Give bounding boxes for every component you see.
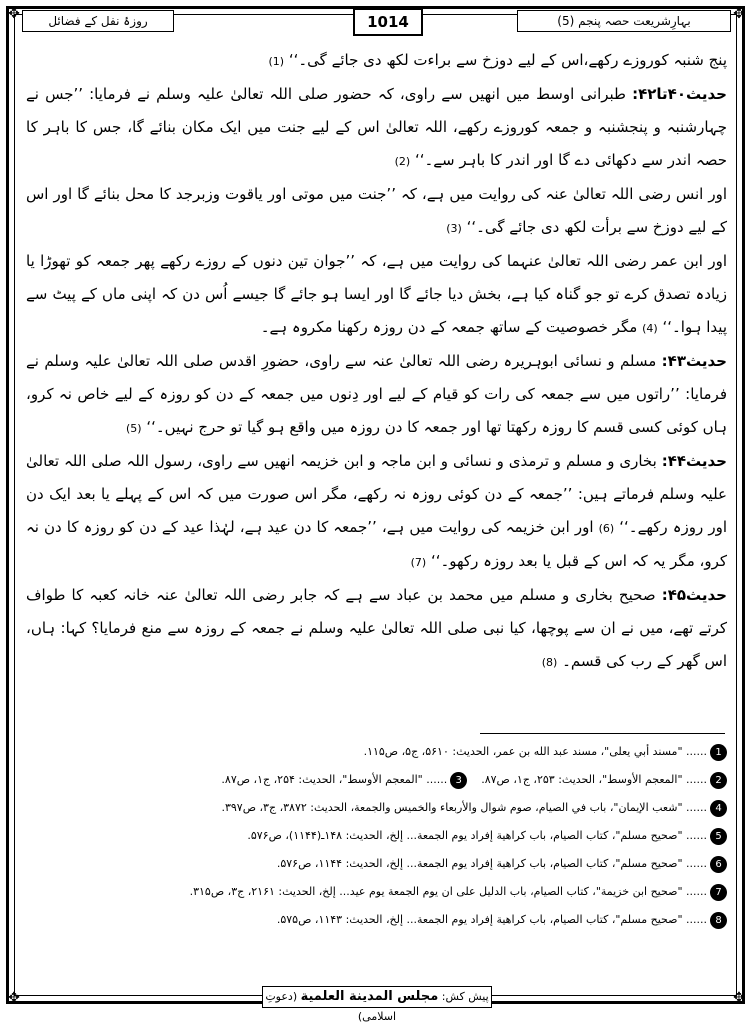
paragraph: پنج شنبہ کوروزے رکھے،اس کے لیے دوزخ سے براءت لکھ دی جائے گی۔‘‘ (1)	[268, 51, 727, 69]
paragraph: اور ابن عمر رضی اللہ تعالیٰ عنہما کی روایت میں ہے، کہ ’’جوان تین دنوں کے روزے رکھے پھر جمعہ کو تھوڑا یا زیادہ تصدق کرے تو جو گناہ کیا ہے، بخش دیا جائے گا اور ایسا ہو جائے گا جیسے اُس دن کہ اپنی ماں کے پیٹ سے پیدا ہوا۔‘‘ (4) مگر خصوصیت کے ساتھ جمعہ کے دن روزہ رکھنا مکروہ ہے۔	[26, 252, 727, 336]
footnote-number: 2	[710, 772, 727, 789]
corner-ornament-icon: ✥	[8, 990, 20, 1006]
footnote-ref[interactable]: (6)	[598, 522, 615, 535]
footnote-number: 5	[710, 828, 727, 845]
paragraph: حدیث۴۰تا۴۲: طبرانی اوسط میں انھیں سے راوی، کہ حضور صلی اللہ تعالیٰ علیہ وسلم نے فرمایا: ’’جس نے چہارشنبہ و پنجشنبہ و جمعہ کوروزے رکھے، اللہ تعالیٰ اس کے لیے جنت میں ایک مکان بنائے گا، جس کا باہر کا حصہ اندر سے دکھائی دے گا اور اندر کا باہر سے۔‘‘ (2)	[26, 85, 727, 169]
footnote-divider	[480, 733, 725, 734]
footnote: 1...... "مسند أبي يعلى"، مسند عبد الله بن عمر، الحديث: ۵۶۱۰، ج۵، ص۱۱۵.	[70, 738, 727, 766]
page-footer	[262, 986, 492, 1023]
footnote-ref[interactable]: (8)	[541, 656, 558, 669]
footnote-number: 4	[710, 800, 727, 817]
footnotes	[70, 738, 727, 934]
footnote: 2...... "المعجم الأوسط"، الحديث: ۲۵۳، ج۱، ص۸۷. 3...... "المعجم الأوسط"، الحديث: ۲۵۴، ج۱، ص۸۷.	[70, 766, 727, 794]
hadith-heading: حدیث۴۰تا۴۲:	[632, 85, 727, 103]
footnote: 5...... "صحيح مسلم"، كتاب الصيام، باب كراهية إفراد يوم الجمعة... إلخ، الحديث: ۱۴۸ـ(۱۱۴۴)، ص۵۷۶.	[70, 822, 727, 850]
main-text	[26, 44, 727, 679]
page-number: 1014	[353, 8, 423, 36]
organization-suffix: (دعوتِ اسلامی)	[265, 990, 397, 1023]
footnote: 8...... "صحيح مسلم"، كتاب الصيام، باب كراهية إفراد يوم الجمعة... إلخ، الحديث: ۱۱۴۳، ص۵۷۵.	[70, 906, 727, 934]
footnote: 6...... "صحيح مسلم"، كتاب الصيام، باب كراهية إفراد يوم الجمعة... إلخ، الحديث: ۱۱۴۴، ص۵۷۶.	[70, 850, 727, 878]
corner-ornament-icon: ✥	[8, 6, 20, 22]
hadith-heading: حدیث۴۴:	[661, 452, 727, 470]
footnote: 4...... "شعب الإيمان"، باب في الصيام، صوم شوال والأربعاء والخميس والجمعة، الحديث: ۳۸۷۲، ج۳، ص۳۹۷.	[70, 794, 727, 822]
footnote-ref[interactable]: (7)	[410, 556, 427, 569]
footnote-ref[interactable]: (5)	[125, 422, 142, 435]
footnote-ref[interactable]: (2)	[394, 155, 411, 168]
footnote-number: 8	[710, 912, 727, 929]
presenter-label: پیش کش:	[441, 990, 489, 1003]
corner-ornament-icon: ✥	[733, 990, 745, 1006]
footnote-number: 6	[710, 856, 727, 873]
book-title: بہارِشریعت حصہ پنجم (5)	[517, 10, 731, 32]
hadith-heading: حدیث۴۳:	[661, 352, 727, 370]
footnote-number: 1	[710, 744, 727, 761]
paragraph: حدیث۴۴: بخاری و مسلم و ترمذی و نسائی و ابن ماجہ و ابن خزیمہ انھیں سے راوی، رسول اللہ صلی اللہ تعالیٰ علیہ وسلم فرماتے ہیں: ’’جمعہ کے دن کوئی روزہ نہ رکھے، مگر اس صورت میں کہ اس کے پہلے یا بعد ایک دن اور روزہ رکھے۔‘‘ (6) اور ابن خزیمہ کی روایت میں ہے، ’’جمعہ کا دن عید ہے، لہٰذا عید کے دن کو روزہ کا دن نہ کرو، مگر یہ کہ اس کے قبل یا بعد روزہ رکھو۔‘‘ (7)	[26, 452, 727, 570]
organization-name: مجلس المدينة العلمية	[300, 989, 439, 1004]
corner-ornament-icon: ✥	[733, 6, 745, 22]
footnote-ref[interactable]: (4)	[642, 322, 658, 335]
footnote-number: 7	[710, 884, 727, 901]
page-header	[14, 6, 739, 34]
paragraph: حدیث۴۳: مسلم و نسائی ابوہریرہ رضی اللہ تعالیٰ عنہ سے راوی، حضورِ اقدس صلی اللہ تعالیٰ علیہ وسلم نے فرمایا: ’’راتوں میں سے جمعہ کی رات کو قیام کے لیے اور دِنوں میں جمعہ کے دن کو روزہ کے لیے خاص نہ کرو، ہاں کوئی کسی قسم کا روزہ رکھتا تھا اور جمعہ کا دن روزہ میں واقع ہو گیا تو حرج نہیں۔‘‘ (5)	[26, 352, 727, 436]
paragraph: حدیث۴۵: صحیح بخاری و مسلم میں محمد بن عباد سے ہے کہ جابر رضی اللہ تعالیٰ عنہ خانہ کعبہ کا طواف کرتے تھے، میں نے ان سے پوچھا، کیا نبی صلی اللہ تعالیٰ علیہ وسلم نے جمعہ کے روزہ سے منع فرمایا؟ کہا: ہاں، اس گھر کے رب کی قسم۔ (8)	[26, 586, 727, 670]
hadith-heading: حدیث۴۵:	[661, 586, 727, 604]
footnote-ref[interactable]: (1)	[268, 55, 285, 68]
footnote-number: 3	[450, 772, 467, 789]
footnote: 7...... "صحيح ابن خزيمة"، كتاب الصيام، باب الدليل على ان يوم الجمعة يوم عيد... إلخ، الحديث: ۲۱۶۱، ج۳، ص۳۱۵.	[70, 878, 727, 906]
paragraph: اور انس رضی اللہ تعالیٰ عنہ کی روایت میں ہے، کہ ’’جنت میں موتی اور یاقوت وزبرجد کا محل بنائے گا اور اس کے لیے دوزخ سے برأت لکھ دی جائے گی۔‘‘ (3)	[26, 185, 727, 236]
footnote-ref[interactable]: (3)	[446, 222, 462, 235]
chapter-title: روزۂ نفل کے فضائل	[22, 10, 174, 32]
